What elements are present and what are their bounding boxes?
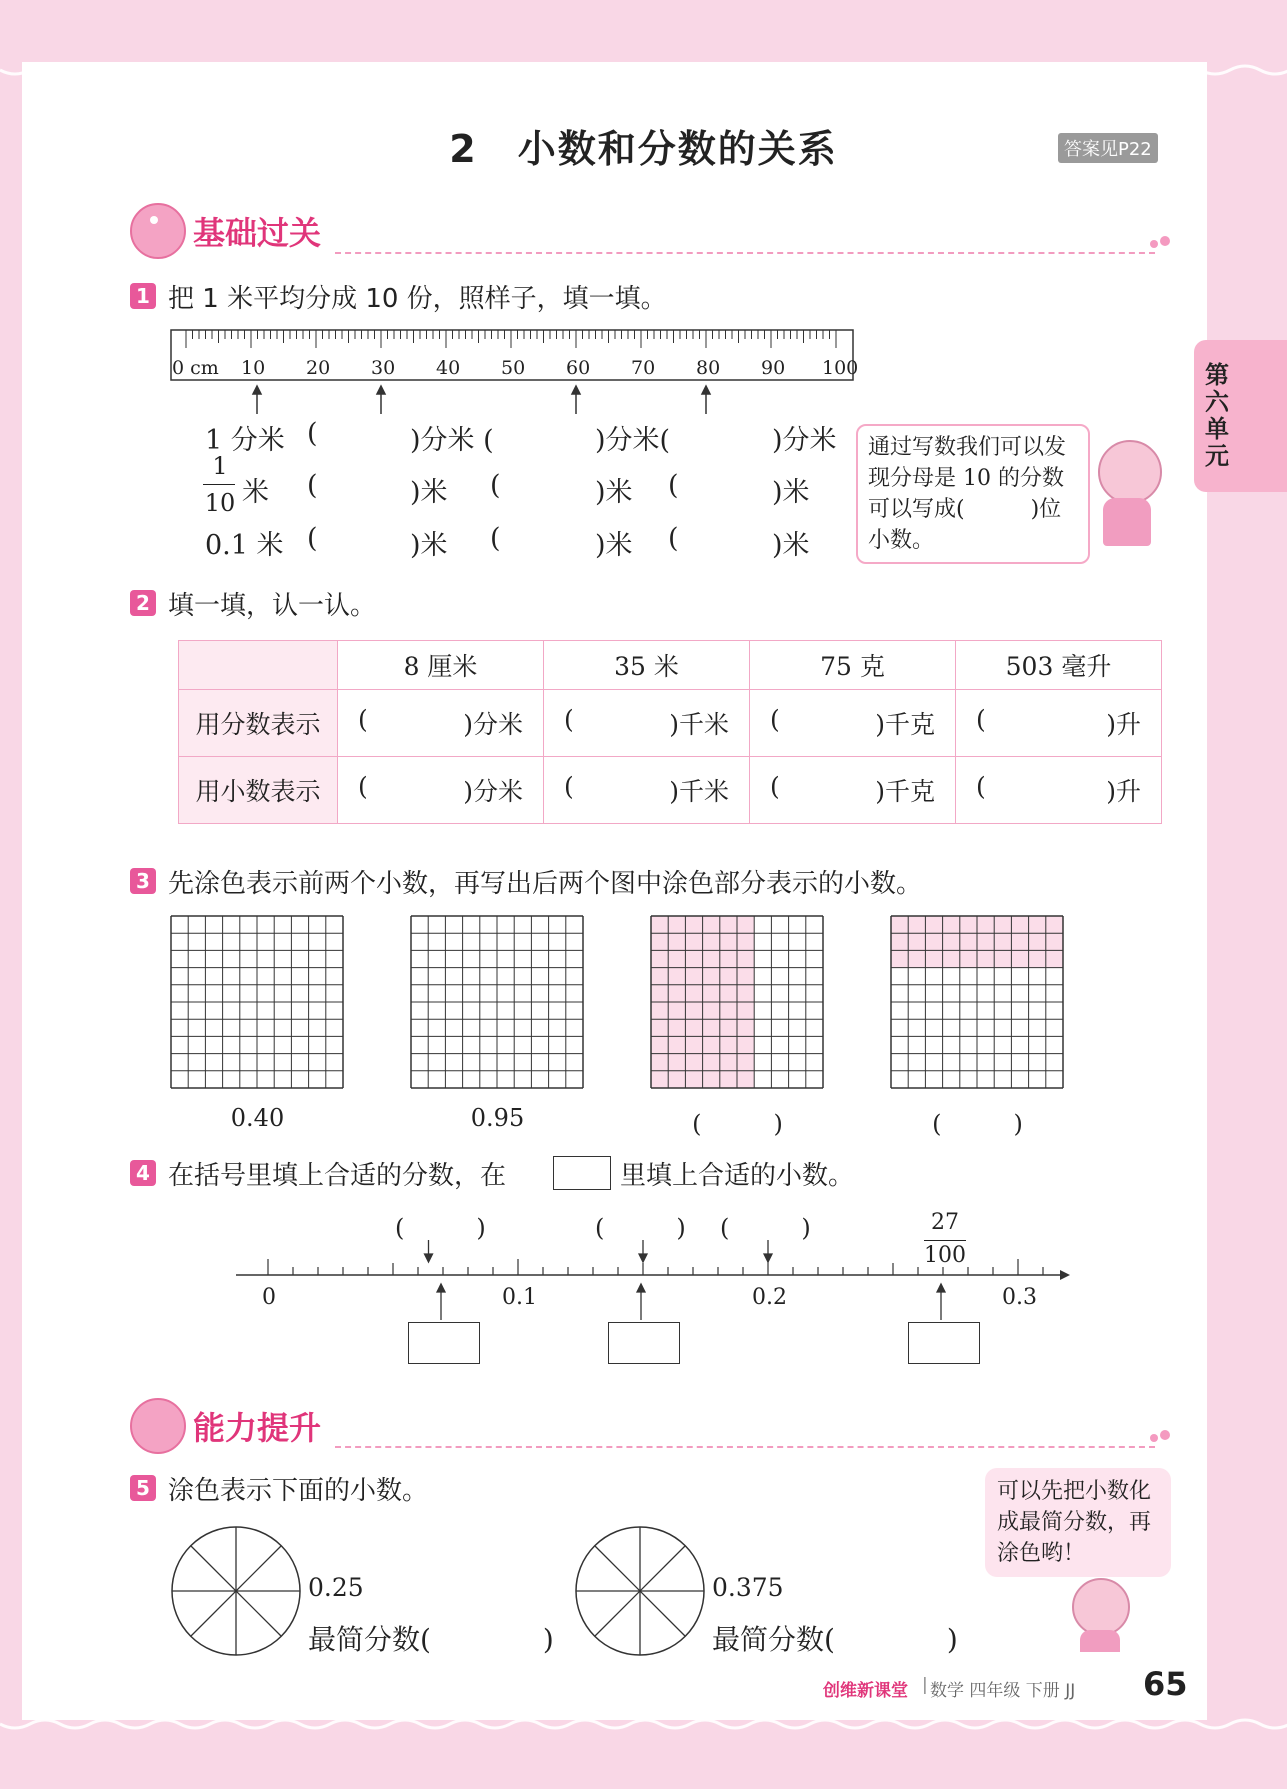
question-number: 5	[130, 1475, 156, 1501]
question-number: 2	[130, 590, 156, 616]
ruler-label: 30	[371, 357, 396, 379]
axis-label: 0	[262, 1285, 276, 1310]
column-header: 35 米	[544, 641, 750, 690]
question-text-part: 里填上合适的小数。	[620, 1161, 855, 1191]
answer-cell[interactable]	[750, 690, 956, 757]
unit-label: 千米	[678, 777, 729, 806]
question-number: 3	[130, 868, 156, 894]
question-number: 1	[130, 283, 156, 309]
table-row	[179, 757, 1162, 824]
answer-cell[interactable]	[750, 757, 956, 824]
mascot-eye-icon	[150, 216, 158, 224]
mascot-avatar-icon	[130, 203, 186, 259]
paren-open: (	[564, 772, 574, 801]
decimal-value: 0.25	[308, 1573, 364, 1602]
unit-label: 分米	[472, 777, 523, 806]
row3-answer-blank[interactable]: )米	[772, 530, 810, 561]
paren-close: )	[669, 710, 679, 739]
row3-paren: (	[307, 523, 318, 554]
paren-close: )	[463, 710, 473, 739]
ruler-label: 0 cm	[172, 357, 219, 379]
decimal-answer-box[interactable]	[408, 1322, 480, 1364]
footer-brand: 创维新课堂	[823, 1681, 908, 1701]
girl-character-icon	[1098, 440, 1162, 504]
row1-label: 1 分米	[205, 425, 285, 456]
hint-bubble: 通过写数我们可以发现分母是 10 的分数可以写成( )位小数。	[856, 424, 1090, 564]
table-corner-cell	[179, 641, 338, 690]
footer-info: 数学 四年级 下册 JJ	[930, 1681, 1076, 1701]
unit-label: 升	[1115, 777, 1141, 806]
axis-label: 0.2	[752, 1285, 787, 1310]
ruler-label: 90	[761, 357, 786, 379]
arrow-head-icon	[377, 386, 385, 394]
paren-open: (	[770, 772, 780, 801]
paren-close: )	[1106, 777, 1116, 806]
girl-character-icon	[1072, 1578, 1130, 1636]
hundred-grid[interactable]	[410, 915, 586, 1091]
paren-open: (	[358, 772, 368, 801]
paren-open: (	[564, 705, 574, 734]
arrow-head-icon	[253, 386, 261, 394]
mascot-avatar-icon	[130, 1398, 186, 1454]
row3-paren: (	[668, 523, 679, 554]
paren-open: (	[358, 705, 368, 734]
girl-body-icon	[1103, 498, 1151, 546]
arrow-head-icon	[572, 386, 580, 394]
grid-answer-blank[interactable]: ( )	[692, 1110, 783, 1138]
table-header-row	[179, 641, 1162, 690]
unit-side-tab-label: 第六单元	[1205, 361, 1229, 470]
answer-cell[interactable]	[956, 690, 1162, 757]
row1-paren: (	[307, 418, 318, 449]
unit-label: 分米	[472, 710, 523, 739]
ruler-label: 50	[501, 357, 526, 379]
row2-paren: (	[490, 470, 501, 501]
hint-bubble: 可以先把小数化成最简分数，再涂色哟！	[985, 1468, 1171, 1577]
ruler-label: 80	[696, 357, 721, 379]
divider-dot-icon	[1150, 1434, 1158, 1442]
page-title: 2 小数和分数的关系	[449, 127, 838, 171]
axis-label: 0.3	[1002, 1285, 1037, 1310]
sample-answer-box	[553, 1156, 611, 1190]
arrow-head-icon	[637, 1284, 645, 1292]
fraction-denominator: 100	[924, 1243, 966, 1268]
paren-close: )	[875, 710, 885, 739]
row1-answer-blank[interactable]: )分米(	[595, 425, 671, 456]
grid-answer-blank[interactable]: ( )	[932, 1110, 1023, 1138]
row3-paren: (	[490, 523, 501, 554]
section-divider	[335, 1446, 1155, 1448]
decimal-answer-box[interactable]	[608, 1322, 680, 1364]
ruler-label: 20	[306, 357, 331, 379]
arrow-head-icon	[937, 1284, 945, 1292]
conversion-table	[178, 640, 1162, 824]
column-header: 8 厘米	[338, 641, 544, 690]
answer-cell[interactable]	[544, 690, 750, 757]
paren-close: )	[669, 777, 679, 806]
row2-answer-blank[interactable]: )米	[772, 477, 810, 508]
grid-value-label: 0.95	[470, 1104, 525, 1132]
row3-label: 0.1 米	[205, 530, 284, 561]
fraction-answer-blank[interactable]: ( )	[595, 1214, 686, 1242]
question-text: 涂色表示下面的小数。	[168, 1476, 429, 1506]
simplest-fraction-blank[interactable]: 最简分数( )	[308, 1623, 554, 1656]
row3-answer-blank[interactable]: )米	[595, 530, 633, 561]
arrow-head-icon	[764, 1254, 772, 1262]
arrow-head-icon	[437, 1284, 445, 1292]
answer-reference-badge: 答案见P22	[1058, 133, 1158, 163]
ruler-label: 10	[241, 357, 266, 379]
unit-label: 千米	[678, 710, 729, 739]
page-number: 65	[1143, 1665, 1188, 1703]
unit-label: 千克	[884, 777, 935, 806]
row3-answer-blank[interactable]: )米	[410, 530, 448, 561]
row-label: 用小数表示	[179, 757, 338, 824]
row2-paren: (	[307, 470, 318, 501]
section-title-advanced: 能力提升	[193, 1409, 322, 1447]
question-text: 先涂色表示前两个小数，再写出后两个图中涂色部分表示的小数。	[168, 869, 923, 899]
fraction-numerator: 27	[931, 1210, 959, 1235]
question-text: 填一填，认一认。	[168, 591, 377, 621]
ruler-label: 70	[631, 357, 656, 379]
unit-label: 升	[1115, 710, 1141, 739]
section-title-basic: 基础过关	[193, 214, 322, 252]
row2-paren: (	[668, 470, 679, 501]
arrow-head-icon	[702, 386, 710, 394]
ruler-label: 100	[822, 357, 858, 379]
decimal-answer-box[interactable]	[908, 1322, 980, 1364]
axis-label: 0.1	[502, 1285, 537, 1310]
paren-close: )	[875, 777, 885, 806]
row2-answer-blank[interactable]: )米	[410, 477, 448, 508]
hundred-grid[interactable]	[170, 915, 346, 1091]
paren-close: )	[463, 777, 473, 806]
column-header: 503 毫升	[956, 641, 1162, 690]
answer-cell[interactable]	[338, 757, 544, 824]
grid-value-label: 0.40	[230, 1104, 285, 1132]
ruler	[168, 328, 858, 420]
answer-cell[interactable]	[956, 757, 1162, 824]
question-number: 4	[130, 1160, 156, 1186]
fraction-bar	[203, 484, 235, 485]
row2-answer-blank[interactable]: )米	[595, 477, 633, 508]
hundred-grid[interactable]	[650, 915, 826, 1091]
row1-answer-blank[interactable]: )分米	[772, 425, 837, 456]
row-label: 用分数表示	[179, 690, 338, 757]
divider-dot-icon	[1150, 240, 1158, 248]
simplest-fraction-blank[interactable]: 最简分数( )	[712, 1623, 958, 1656]
footer-separator: |	[922, 1675, 928, 1695]
girl-body-icon	[1080, 1630, 1120, 1652]
ruler-label: 60	[566, 357, 591, 379]
row2-unit: 米	[242, 477, 269, 508]
arrow-head-icon	[639, 1254, 647, 1262]
question-text: 把 1 米平均分成 10 份，照样子，填一填。	[168, 284, 667, 314]
axis-arrow-icon	[1060, 1270, 1070, 1280]
paren-open: (	[770, 705, 780, 734]
table-row	[179, 690, 1162, 757]
ruler-label: 40	[436, 357, 461, 379]
answer-cell[interactable]	[544, 757, 750, 824]
paren-close: )	[1106, 710, 1116, 739]
arrow-head-icon	[425, 1254, 433, 1262]
fraction-answer-blank[interactable]: ( )	[720, 1214, 811, 1242]
section-divider	[335, 252, 1155, 254]
answer-cell[interactable]	[338, 690, 544, 757]
divider-dot-icon	[1160, 1430, 1170, 1440]
fraction-answer-blank[interactable]: ( )	[395, 1214, 486, 1242]
column-header: 75 克	[750, 641, 956, 690]
hundred-grid[interactable]	[890, 915, 1066, 1091]
decimal-value: 0.375	[712, 1573, 784, 1602]
circle-eighths-diagram[interactable]	[572, 1523, 708, 1659]
unit-label: 千克	[884, 710, 935, 739]
row1-answer-blank[interactable]: )分米 (	[410, 425, 494, 456]
circle-eighths-diagram[interactable]	[168, 1523, 304, 1659]
paren-open: (	[976, 705, 986, 734]
divider-dot-icon	[1160, 236, 1170, 246]
question-text-part: 在括号里填上合适的分数，在	[168, 1161, 507, 1191]
fraction-numerator: 1	[212, 452, 228, 480]
paren-open: (	[976, 772, 986, 801]
fraction-denominator: 10	[204, 489, 236, 517]
